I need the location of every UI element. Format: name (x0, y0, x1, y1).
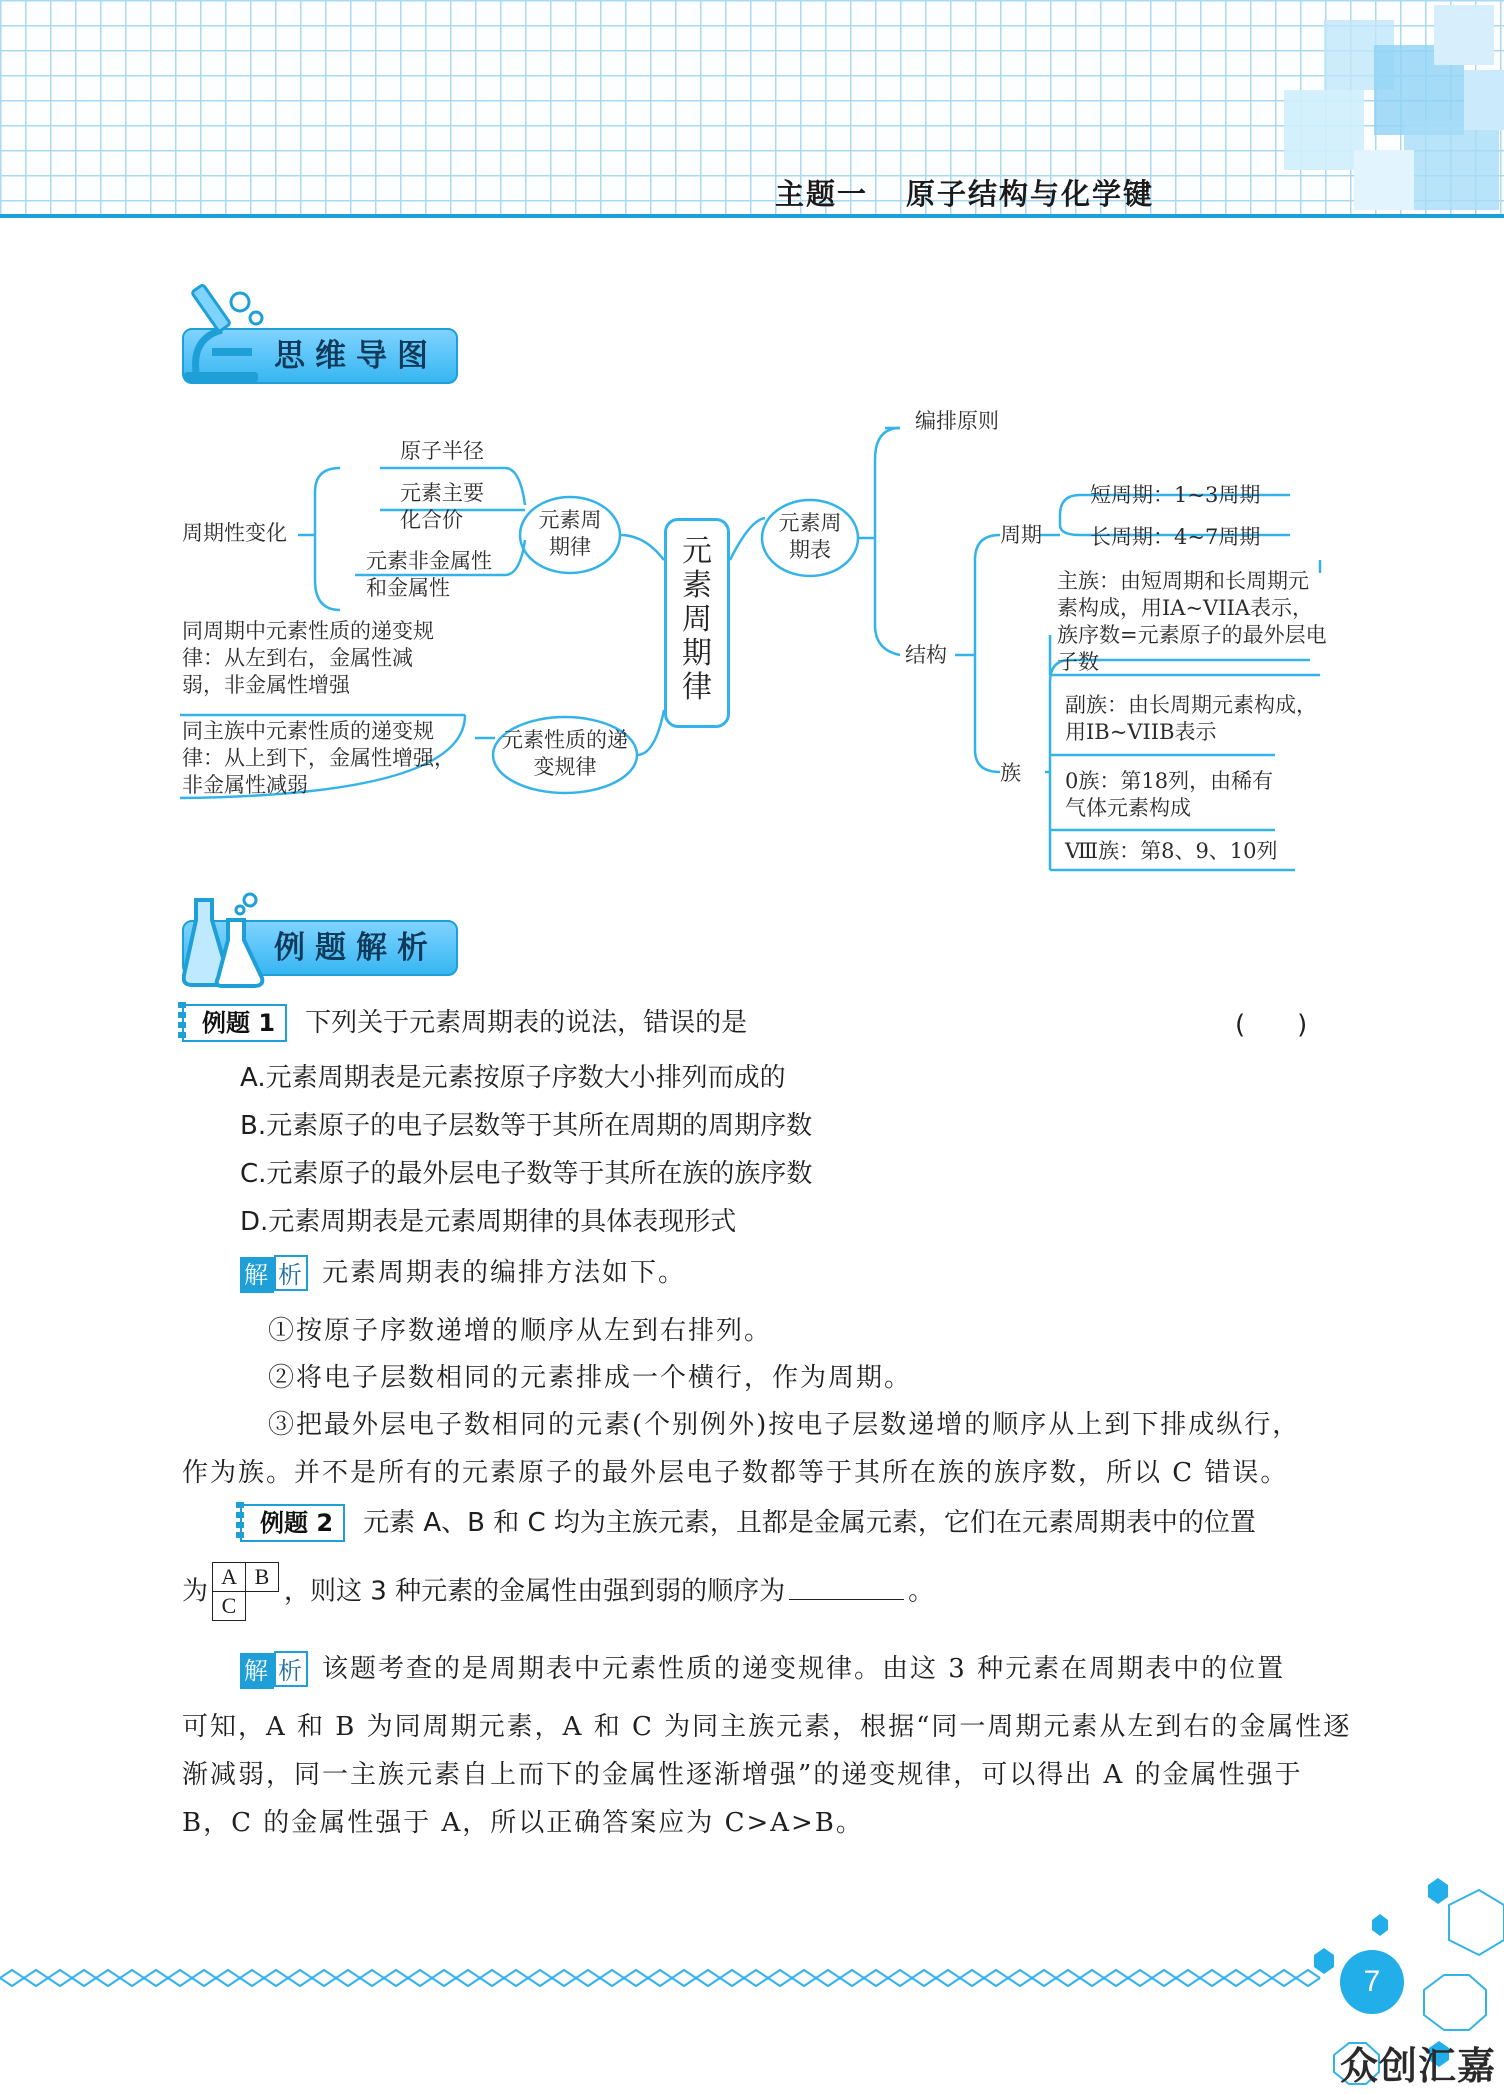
example2-question-line2 (182, 1562, 1322, 1622)
mm-node-periodic-law: 元素周期律 (538, 508, 602, 559)
example1-analysis-intro: 元素周期表的编排方法如下。 (322, 1258, 687, 1288)
example1-question-text: 下列关于元素周期表的说法，错误的是 (305, 1008, 748, 1038)
mm-period-rule: 同周期中元素性质的递变规律：从左到右，金属性减弱，非金属性增强 (182, 619, 434, 697)
mm-center-label: 元素周期律 (682, 534, 712, 705)
mm-zero-group: 0族：第18列，由稀有气体元素构成 (1065, 769, 1274, 820)
analysis2-badge-1: 解 (240, 1653, 274, 1689)
analysis-badge-1: 解 (240, 1257, 274, 1293)
analysis-badge-2: 析 (274, 1255, 308, 1291)
analysis2-badge-2: 析 (274, 1651, 308, 1687)
example1-label: 例题 1 (182, 1004, 287, 1042)
header-decoration (1174, 0, 1504, 215)
mm-long-period: 长周期：4~7周期 (1090, 525, 1261, 549)
mm-group-rule: 同主族中元素性质的递变规律：从上到下，金属性增强，非金属性减弱 (182, 719, 455, 797)
example1-step-2: ②将电子层数相同的元素排成一个横行，作为周期。 (268, 1363, 913, 1393)
example2-position-grid (212, 1562, 280, 1622)
flask-icon (182, 890, 272, 990)
grid-cell-c: C (212, 1591, 246, 1621)
example2-answer-blank[interactable] (789, 1575, 904, 1600)
mm-periodic-change: 周期性变化 (182, 521, 287, 545)
mm-period: 周期 (1000, 523, 1042, 547)
mm-main-group: 主族：由短周期和长周期元素构成，用IA~VIIA表示，族序数=元素原子的最外层电子数 (1057, 569, 1327, 674)
mm-eight-group: Ⅷ族：第8、9、10列 (1065, 839, 1278, 863)
header-divider (0, 214, 1504, 218)
mm-valence: 元素主要化合价 (400, 481, 484, 532)
example1-option-d: D.元素周期表是元素周期律的具体表现形式 (240, 1207, 737, 1237)
example1-option-b: B.元素原子的电子层数等于其所在周期的周期序数 (240, 1111, 813, 1141)
example1-option-a: A.元素周期表是元素按原子序数大小排列而成的 (240, 1063, 786, 1093)
mm-metallicity: 元素非金属性和金属性 (366, 549, 492, 600)
mm-sub-group: 副族：由长周期元素构成，用IB~VIIB表示 (1065, 693, 1317, 744)
example1-option-c: C.元素原子的最外层电子数等于其所在族的族序数 (240, 1159, 813, 1189)
example1-question (182, 1002, 1322, 1042)
watermark-text: 众创汇嘉 (1339, 2044, 1496, 2088)
section-title-mindmap: 思维导图 (182, 328, 458, 384)
example2-analysis-line3: 渐减弱，同一主族元素自上而下的金属性逐渐增强”的递变规律，可以得出 A 的金属性强于 (182, 1760, 1303, 1790)
analysis-badge (240, 1255, 308, 1293)
mm-atomic-radius: 原子半径 (400, 439, 484, 463)
example2-question-post: ，则这 3 种元素的金属性由强到弱的顺序为 (284, 1576, 786, 1607)
mindmap (0, 400, 1504, 880)
example2-question (240, 1502, 1380, 1542)
example2-analysis-line4: B，C 的金属性强于 A，所以正确答案应为 C>A>B。 (182, 1808, 864, 1838)
example1-conclusion: 作为族。并不是所有的元素原子的最外层电子数都等于其所在族的族序数，所以 C 错误。 (182, 1458, 1289, 1488)
grid-cell-b: B (245, 1562, 279, 1592)
example2-label: 例题 2 (240, 1504, 345, 1542)
example2-question-end: 。 (908, 1576, 935, 1607)
topic-title: 原子结构与化学键 (905, 177, 1154, 211)
topic-label: 主题一 (774, 177, 868, 211)
mm-group: 族 (1000, 761, 1021, 785)
mm-arrange-principle: 编排原则 (915, 409, 999, 433)
mm-center-node (664, 518, 730, 728)
example2-analysis-line2: 可知，A 和 B 为同周期元素，A 和 C 为同主族元素，根据“同一周期元素从左到右的金属性逐 (182, 1712, 1352, 1742)
mm-structure: 结构 (905, 643, 947, 667)
mm-node-table: 元素周期表 (778, 511, 842, 562)
example1-step-1: ①按原子序数递增的顺序从左到右排列。 (268, 1316, 773, 1346)
example2-analysis-line1: 该题考查的是周期表中元素性质的递变规律。由这 3 种元素在周期表中的位置 (322, 1654, 1286, 1684)
example1-answer-paren: ( ) (1235, 1010, 1308, 1040)
example1-step-3: ③把最外层电子数相同的元素(个别例外)按电子层数递增的顺序从上到下排成纵行， (268, 1410, 1301, 1440)
page-number: 7 (1340, 1950, 1404, 2014)
section-title-examples: 例题解析 (182, 920, 458, 976)
mm-short-period: 短周期：1~3周期 (1090, 483, 1261, 507)
footer-wave-border (0, 1958, 1504, 2018)
example2-question-line1: 元素 A、B 和 C 均为主族元素，且都是金属元素，它们在元素周期表中的位置 (363, 1508, 1256, 1538)
grid-cell-a: A (212, 1562, 246, 1592)
example2-question-pre: 为 (182, 1576, 209, 1607)
mm-node-trend: 元素性质的递变规律 (502, 728, 628, 779)
header-topic (775, 172, 1154, 213)
analysis-badge-2-wrap (240, 1651, 308, 1689)
example1-analysis (240, 1252, 1380, 1293)
example2-analysis (240, 1648, 1380, 1689)
microscope-icon (182, 278, 272, 388)
